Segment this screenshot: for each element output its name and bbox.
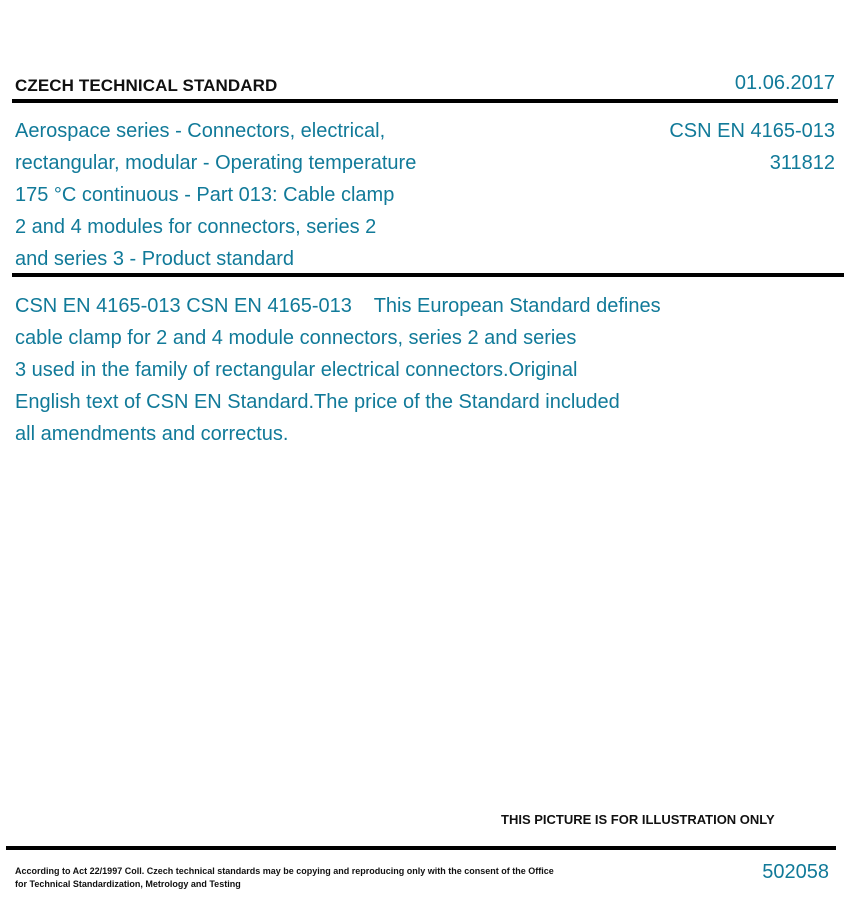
description-line: all amendments and correctus. bbox=[15, 423, 289, 445]
header-divider bbox=[12, 99, 838, 103]
illustration-note: THIS PICTURE IS FOR ILLUSTRATION ONLY bbox=[501, 812, 775, 827]
legal-notice bbox=[15, 865, 615, 891]
title-divider bbox=[12, 273, 844, 277]
standard-code: CSN EN 4165-013 bbox=[669, 120, 835, 142]
standard-title bbox=[15, 115, 465, 275]
standard-meta bbox=[669, 115, 835, 179]
standard-description bbox=[15, 290, 735, 450]
title-line: Aerospace series - Connectors, electrical, bbox=[15, 120, 386, 142]
footer-divider bbox=[6, 846, 836, 850]
description-line: 3 used in the family of rectangular electrical connectors.Original bbox=[15, 359, 578, 381]
description-line: English text of CSN EN Standard.The price of the Standard included bbox=[15, 391, 620, 413]
legal-line: According to Act 22/1997 Coll. Czech technical standards may be copying and reproducing only with the consent of the Office bbox=[15, 866, 554, 876]
title-line: 2 and 4 modules for connectors, series 2 bbox=[15, 216, 377, 238]
title-line: and series 3 - Product standard bbox=[15, 248, 295, 270]
product-code: 502058 bbox=[762, 861, 829, 883]
title-line: 175 °C continuous - Part 013: Cable clamp bbox=[15, 184, 395, 206]
document-type-label: CZECH TECHNICAL STANDARD bbox=[15, 76, 278, 95]
description-line: CSN EN 4165-013 CSN EN 4165-013 This European Standard defines bbox=[15, 295, 661, 317]
catalog-number: 311812 bbox=[769, 152, 835, 174]
publication-date: 01.06.2017 bbox=[734, 72, 835, 94]
description-line: cable clamp for 2 and 4 module connectors, series 2 and series bbox=[15, 327, 577, 349]
title-line: rectangular, modular - Operating temperature bbox=[15, 152, 417, 174]
legal-line: for Technical Standardization, Metrology and Testing bbox=[15, 879, 241, 889]
